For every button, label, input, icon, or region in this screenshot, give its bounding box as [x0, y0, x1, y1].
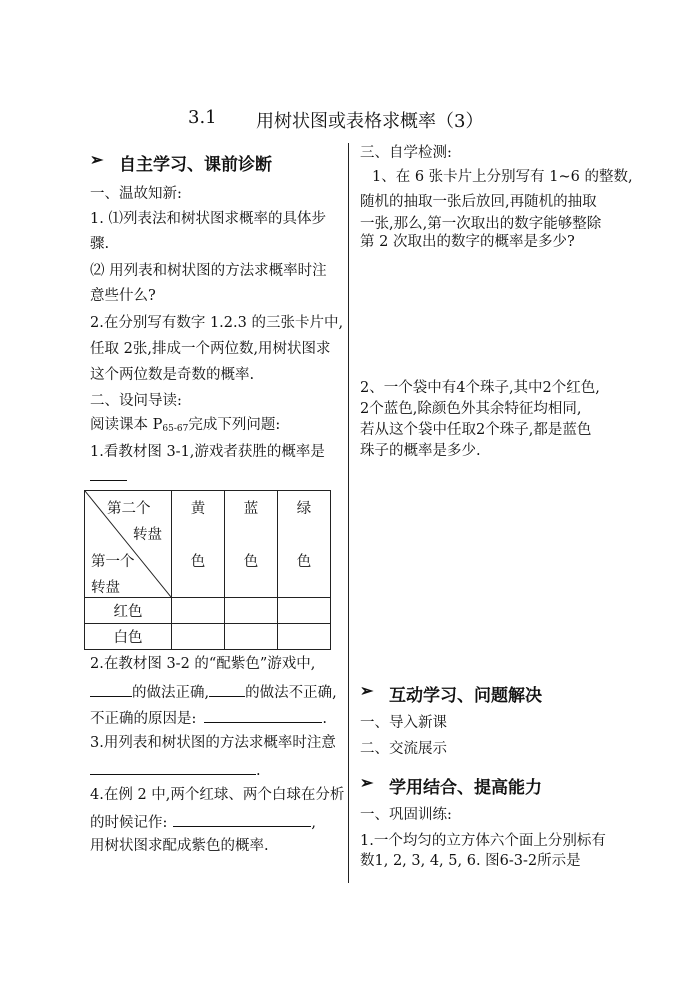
g2-text-b: 的做法不正确,	[245, 685, 337, 701]
g4-line2: 的时候记作: ,	[90, 812, 316, 831]
g2-line1: 2.在教材图 3-2 的“配紫色”游戏中,	[90, 656, 316, 672]
read-page-range: 65-67	[162, 424, 189, 434]
c2-line3: 若从这个袋中任取2个珠子,都是蓝色	[360, 422, 592, 438]
g2-reason-label: 不正确的原因是:	[90, 711, 197, 727]
row-label-white: 白色	[85, 624, 172, 650]
g3-line2: .	[90, 760, 261, 779]
corner-top-label: 第二个	[107, 501, 151, 517]
col1-bottom: 色	[190, 554, 206, 570]
corner-bottom-label2: 转盘	[91, 580, 120, 596]
col3-bottom: 色	[296, 554, 312, 570]
read-suffix: 完成下列问题:	[188, 417, 281, 433]
section1-bullet-icon: ➢	[90, 150, 104, 169]
section3-heading: 学用结合、提高能力	[389, 778, 542, 798]
read-instruction	[90, 417, 280, 437]
g4-answer-blank	[173, 812, 311, 827]
p1-line2: 数1, 2, 3, 4, 5, 6. 图6-3-2所示是	[360, 853, 581, 869]
g2-blank2	[209, 682, 245, 697]
s2-item1: 一、导入新课	[360, 715, 447, 731]
c2-line2: 2个蓝色,除颜色外其余特征均相同,	[360, 401, 582, 417]
g4-line1: 4.在例 2 中,两个红球、两个白球在分析	[90, 787, 345, 803]
q2-line3: 这个两位数是奇数的概率.	[90, 367, 255, 383]
g3-line1: 3.用列表和树状图的方法求概率时注意	[90, 735, 336, 751]
g4-label: 的时候记作:	[90, 815, 168, 831]
g2-reason-blank	[204, 708, 322, 723]
c2-line1: 2、一个袋中有4个珠子,其中2个红色,	[360, 380, 600, 396]
table-col-header	[225, 491, 278, 598]
spinner-table	[84, 490, 331, 650]
col2-bottom: 色	[243, 554, 259, 570]
c2-line4: 珠子的概率是多少.	[360, 443, 481, 459]
g3-answer-blank	[90, 760, 256, 775]
corner-bottom-label: 第一个	[91, 554, 135, 570]
table-cell	[225, 598, 278, 624]
g2-text-a: 的做法正确,	[132, 685, 210, 701]
review-heading: 一、温故知新:	[90, 186, 182, 202]
q1b-line2: 意些什么?	[90, 288, 156, 304]
section2-bullet-icon: ➢	[360, 681, 374, 700]
table-cell	[172, 598, 225, 624]
q1-line2: 骤.	[90, 236, 110, 252]
corner-top-label2: 转盘	[133, 527, 162, 543]
p1-line1: 1.一个均匀的立方体六个面上分别标有	[360, 833, 606, 849]
table-col-header	[172, 491, 225, 598]
col2-top: 蓝	[243, 501, 259, 517]
read-prefix: 阅读课本 P	[90, 417, 163, 433]
q2-line2: 任取 2张,排成一个两位数,用树状图求	[90, 341, 331, 357]
c1-line3: 一张,那么,第一次取出的数字能够整除	[360, 216, 602, 232]
g4-line3: 用树状图求配成紫色的概率.	[90, 838, 269, 854]
g2-line3: 不正确的原因是: .	[90, 708, 327, 727]
title-number: 3.1	[188, 107, 217, 128]
table-cell	[225, 624, 278, 650]
table-cell	[278, 624, 331, 650]
row-label-red: 红色	[85, 598, 172, 624]
c1-line1: 1、在 6 张卡片上分别写有 1~6 的整数,	[372, 169, 633, 185]
table-cell	[172, 624, 225, 650]
col1-top: 黄	[190, 501, 206, 517]
section1-heading: 自主学习、课前诊断	[119, 155, 272, 175]
q1-line1: 1. ⑴列表法和树状图求概率的具体步	[90, 211, 326, 227]
g1-line1: 1.看教材图 3-1,游戏者获胜的概率是	[90, 444, 325, 460]
table-cell	[278, 598, 331, 624]
col3-top: 绿	[296, 501, 312, 517]
table-corner-cell	[85, 491, 172, 598]
title-text: 用树状图或表格求概率（3）	[256, 111, 484, 132]
q1b-line1: ⑵ 用列表和树状图的方法求概率时注	[90, 263, 327, 279]
g1-answer-blank	[90, 480, 127, 481]
column-divider	[348, 143, 349, 883]
section2-heading: 互动学习、问题解决	[389, 686, 542, 706]
q2-line1: 2.在分别写有数字 1.2.3 的三张卡片中,	[90, 315, 344, 331]
guide-heading: 二、设问导读:	[90, 393, 182, 409]
practice-heading: 一、巩固训练:	[360, 807, 452, 823]
g2-blank1	[90, 682, 132, 697]
s2-item2: 二、交流展示	[360, 741, 447, 757]
check-heading: 三、自学检测:	[360, 145, 452, 161]
g2-line2	[90, 682, 337, 701]
c1-line4: 第 2 次取出的数字的概率是多少?	[360, 234, 575, 250]
section3-bullet-icon: ➢	[360, 773, 374, 792]
table-col-header	[278, 491, 331, 598]
c1-line2: 随机的抽取一张后放回,再随机的抽取	[360, 194, 597, 210]
